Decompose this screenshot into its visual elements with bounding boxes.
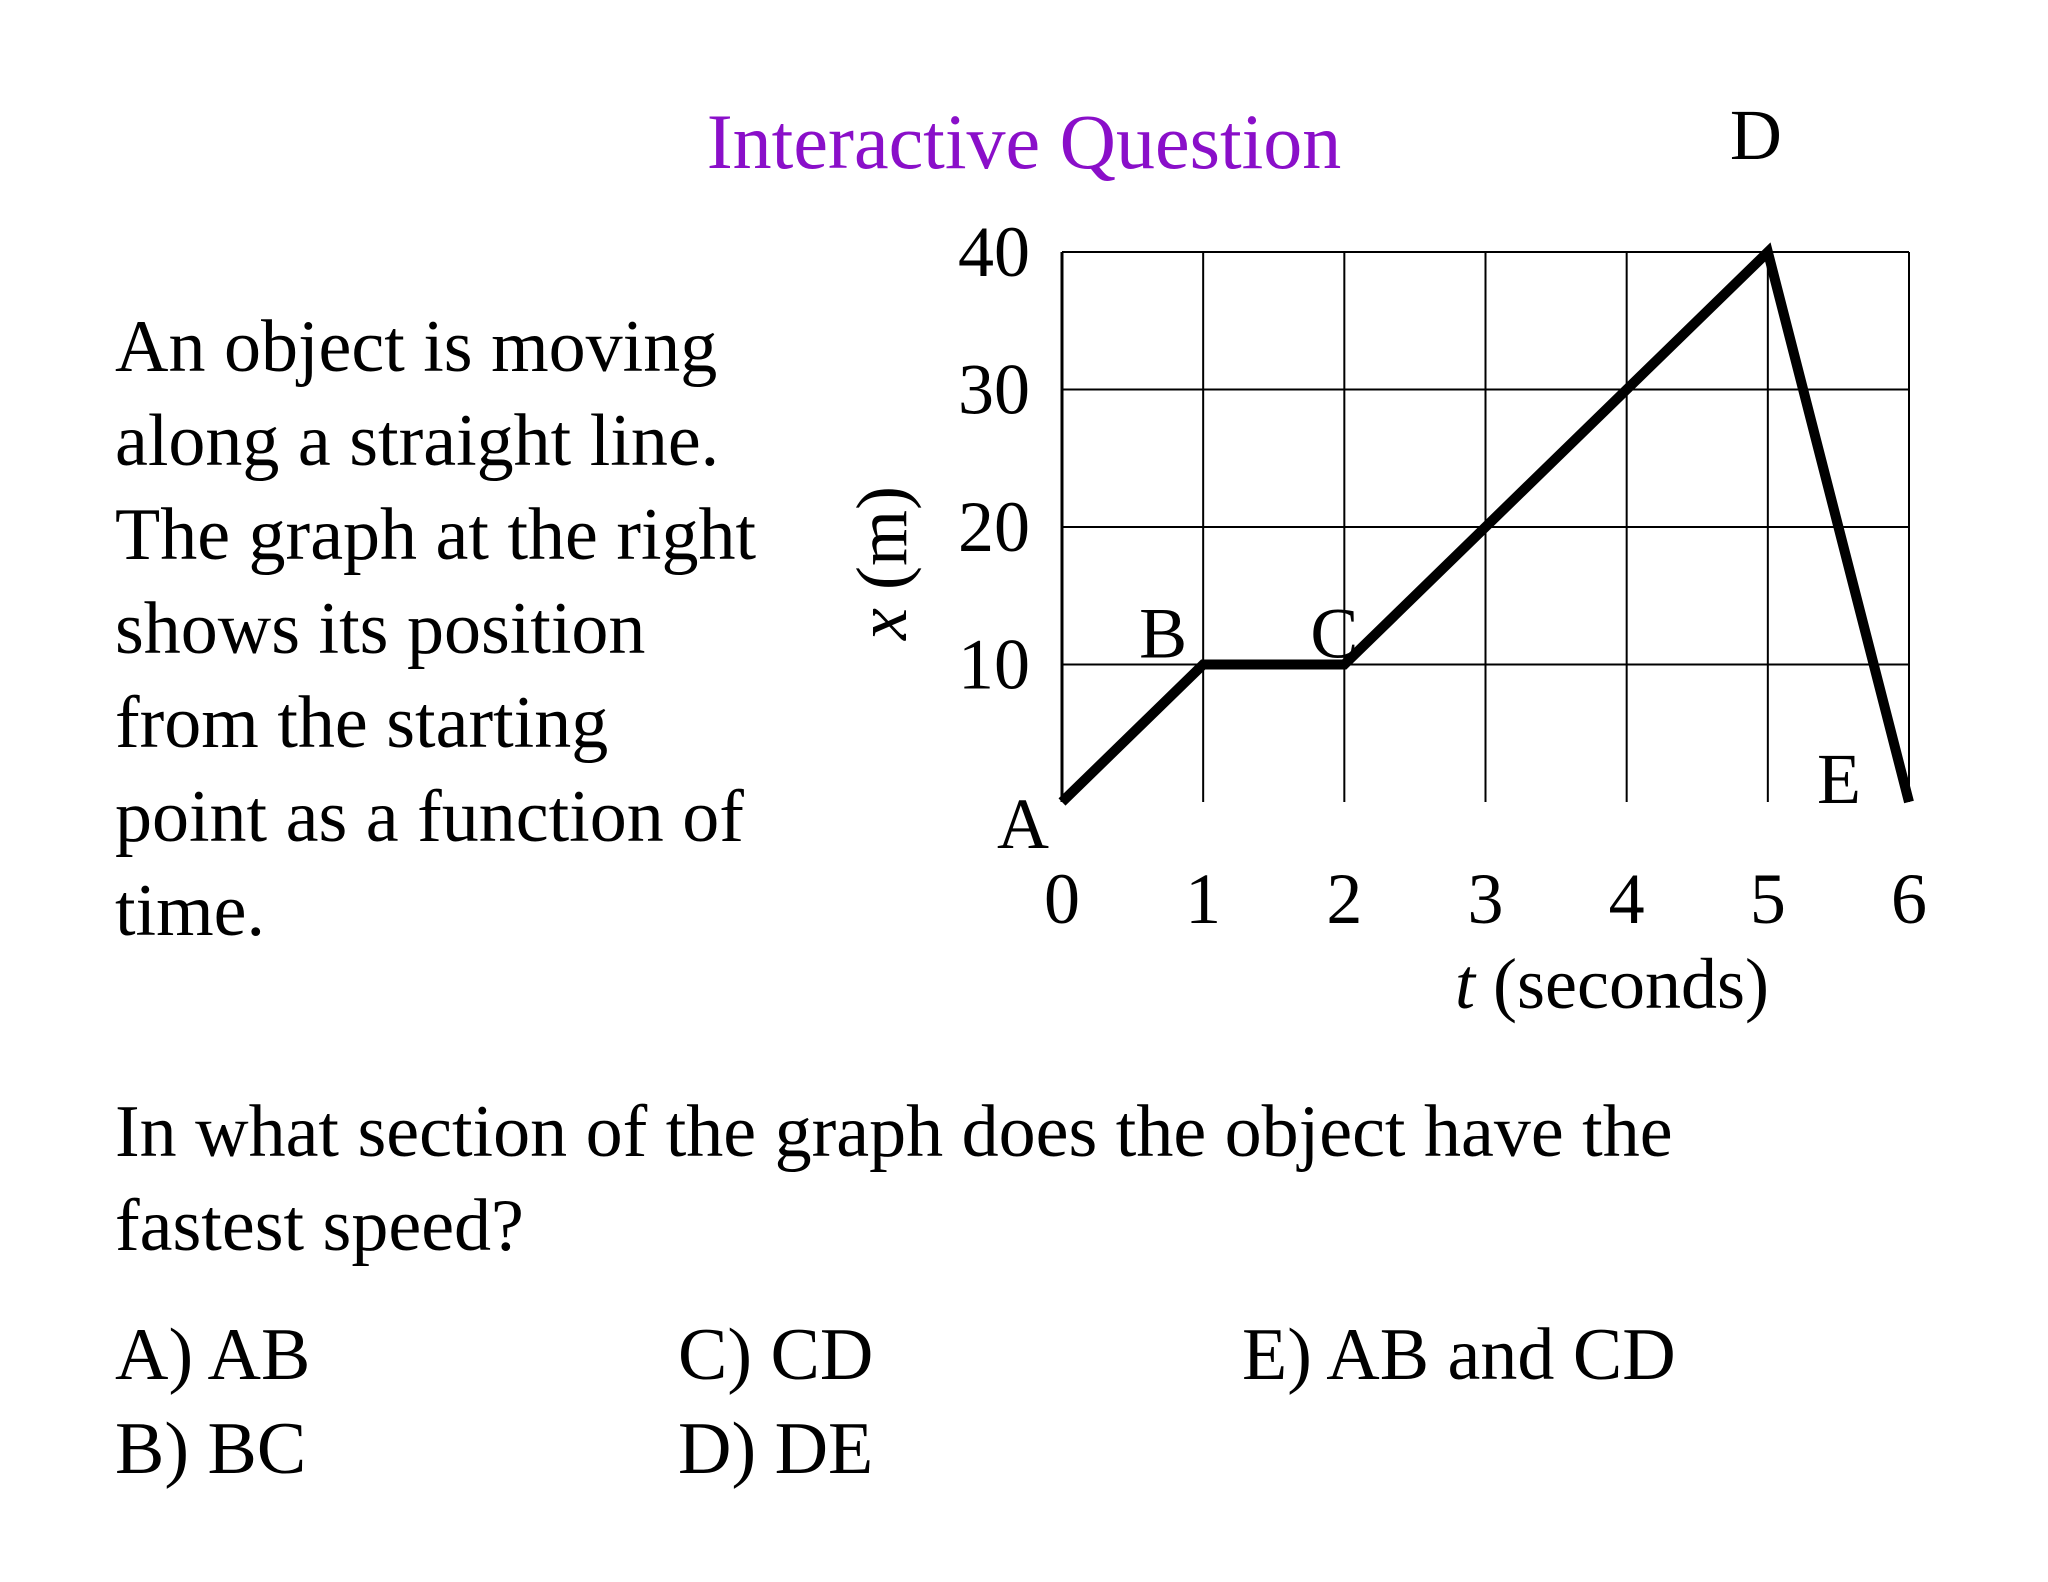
y-axis-label: x (m) <box>842 486 922 640</box>
choice-d[interactable]: D) DE <box>678 1408 874 1490</box>
point-label-d: D <box>1729 95 1782 175</box>
choice-c[interactable]: C) CD <box>678 1314 874 1396</box>
question-line: In what section of the graph does the object have the <box>115 1091 1673 1173</box>
y-tick-label: 20 <box>958 487 1030 567</box>
x-tick-label: 4 <box>1608 859 1645 939</box>
point-label-b: B <box>1139 593 1188 674</box>
intro-line: from the starting <box>115 682 609 764</box>
x-tick-label: 1 <box>1185 859 1222 939</box>
x-tick-label: 2 <box>1326 859 1363 939</box>
intro-line: The graph at the right <box>115 494 757 576</box>
x-axis-label: t (seconds) <box>1455 944 1769 1024</box>
slide-title: Interactive Question <box>706 98 1342 185</box>
y-tick-label: 30 <box>958 349 1030 430</box>
x-tick-label: 6 <box>1891 859 1927 939</box>
x-tick-label: 0 <box>1044 859 1080 939</box>
point-label-a: A <box>997 784 1049 864</box>
choice-a[interactable]: A) AB <box>115 1314 311 1396</box>
intro-line: point as a function of <box>115 776 744 858</box>
intro-line: shows its position <box>115 588 646 670</box>
question-text <box>115 1085 1915 1273</box>
x-tick-label: 3 <box>1467 859 1504 939</box>
y-tick-label: 10 <box>958 624 1030 705</box>
intro-line: along a straight line. <box>115 400 720 482</box>
choice-e[interactable]: E) AB and CD <box>1242 1314 1676 1396</box>
x-tick-label: 5 <box>1749 859 1786 939</box>
point-label-c: C <box>1310 593 1359 674</box>
intro-line: An object is moving <box>115 306 718 388</box>
choice-b[interactable]: B) BC <box>115 1408 307 1490</box>
y-tick-label: 40 <box>958 212 1030 292</box>
point-label-e: E <box>1817 739 1861 819</box>
question-line: fastest speed? <box>115 1185 524 1267</box>
intro-line: time. <box>115 870 266 952</box>
